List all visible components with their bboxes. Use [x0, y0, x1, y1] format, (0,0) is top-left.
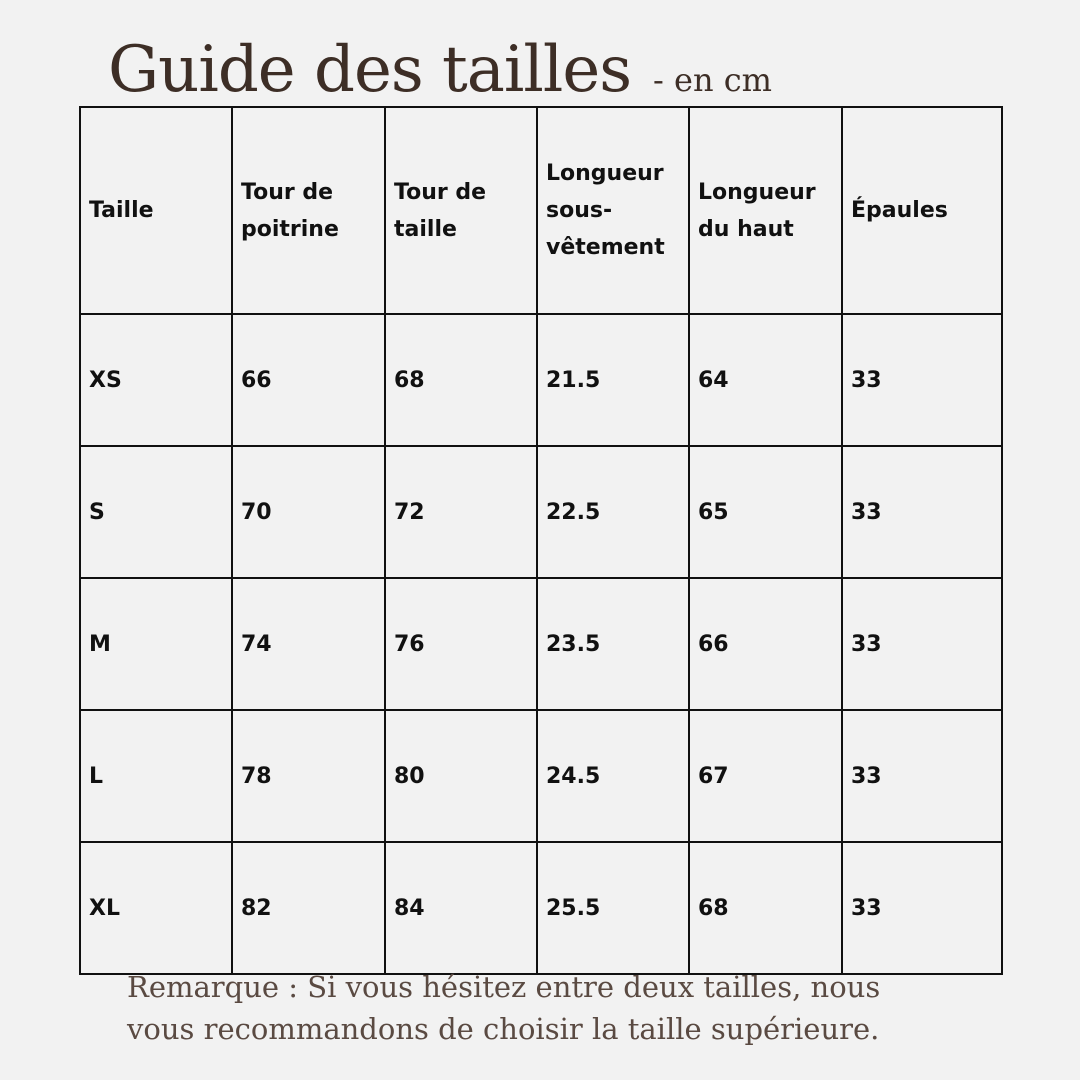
column-header: Longueur du haut — [689, 107, 842, 314]
table-header-row — [80, 107, 1002, 314]
table-cell: XS — [80, 314, 232, 446]
size-note — [127, 966, 987, 1050]
table-cell: 67 — [689, 710, 842, 842]
table-row — [80, 842, 1002, 974]
table-cell: 70 — [232, 446, 385, 578]
table-cell: 82 — [232, 842, 385, 974]
column-header: Épaules — [842, 107, 1002, 314]
table-cell: 66 — [232, 314, 385, 446]
table-row — [80, 578, 1002, 710]
note-line: vous recommandons de choisir la taille supérieure. — [127, 1012, 880, 1046]
table-cell: S — [80, 446, 232, 578]
table-cell: 33 — [842, 578, 1002, 710]
table-row — [80, 710, 1002, 842]
column-header: Tour de poitrine — [232, 107, 385, 314]
title-row — [108, 30, 772, 110]
table-cell: 74 — [232, 578, 385, 710]
table-cell: 25.5 — [537, 842, 689, 974]
table-cell: 84 — [385, 842, 537, 974]
table-cell: L — [80, 710, 232, 842]
table-cell: 33 — [842, 710, 1002, 842]
column-header: Tour de taille — [385, 107, 537, 314]
table-cell: 33 — [842, 446, 1002, 578]
column-header: Longueur sous- vêtement — [537, 107, 689, 314]
unit-label: - en cm — [653, 61, 772, 99]
table-cell: 80 — [385, 710, 537, 842]
table-row — [80, 314, 1002, 446]
table-cell: 78 — [232, 710, 385, 842]
table-cell: 23.5 — [537, 578, 689, 710]
table-cell: 21.5 — [537, 314, 689, 446]
table-cell: 64 — [689, 314, 842, 446]
table-cell: M — [80, 578, 232, 710]
table-cell: 24.5 — [537, 710, 689, 842]
table-cell: 33 — [842, 314, 1002, 446]
table-cell: 68 — [689, 842, 842, 974]
size-table — [79, 106, 1003, 975]
table-cell: 33 — [842, 842, 1002, 974]
table-cell: 22.5 — [537, 446, 689, 578]
table-cell: 68 — [385, 314, 537, 446]
table-cell: 72 — [385, 446, 537, 578]
table-cell: 66 — [689, 578, 842, 710]
column-header: Taille — [80, 107, 232, 314]
table-row — [80, 446, 1002, 578]
table-cell: XL — [80, 842, 232, 974]
page-title: Guide des tailles — [108, 33, 632, 107]
table-cell: 76 — [385, 578, 537, 710]
note-line: Remarque : Si vous hésitez entre deux tailles, nous — [127, 970, 881, 1004]
table-cell: 65 — [689, 446, 842, 578]
